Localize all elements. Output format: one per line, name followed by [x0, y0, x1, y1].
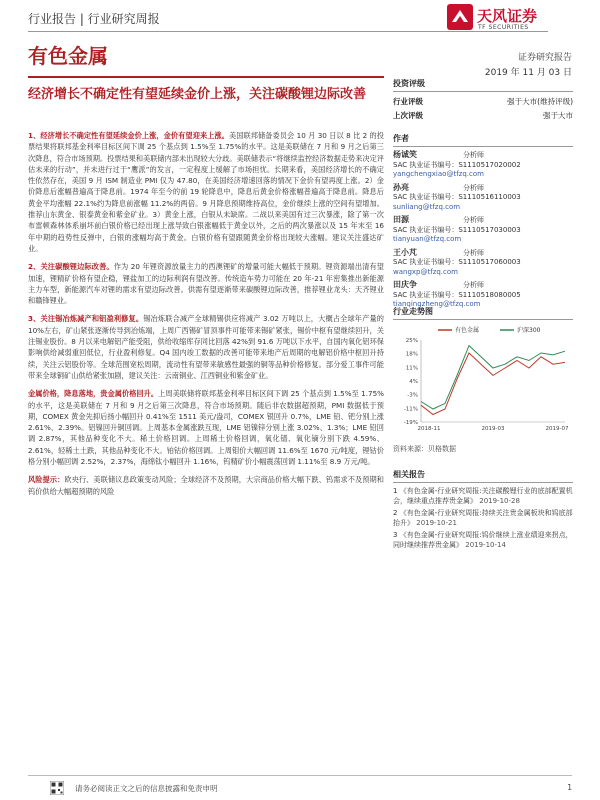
report-date: 2019 年 11 月 03 日	[484, 68, 572, 78]
authors-heading: 作者	[393, 133, 573, 147]
x-tick-label: 2019-07	[545, 426, 569, 432]
analyst-email[interactable]: tianqingzheng@tfzq.com	[393, 300, 481, 308]
related-num: 2	[393, 509, 398, 517]
related-date: 2019-10-28	[479, 497, 520, 505]
analyst-role: 分析师	[463, 183, 484, 192]
report-subtitle: 经济增长不确定性有望延续金价上涨，关注碳酸锂边际改善	[28, 87, 367, 102]
analyst-name: 田源	[393, 215, 409, 224]
related-heading: 相关报告	[393, 470, 573, 483]
analyst-email[interactable]: wangxp@tfzq.com	[393, 267, 458, 276]
paragraph-heading: 3、关注锡冶炼减产和铝盈利修复。	[28, 314, 144, 324]
legend-label: 有色金属	[455, 327, 480, 334]
analyst-cert: SAC 执业证书编号：S1110516110003	[393, 193, 521, 201]
body-paragraph-4	[28, 388, 384, 467]
analyst-entry	[393, 150, 573, 180]
title-divider	[28, 76, 384, 78]
analyst-entry	[393, 215, 573, 245]
paragraph-text: 欧央行、美联储议息政策变动风险；全球经济不及预期，大宗商品价格大幅下跌、钨需求不及预期和钨价供给大幅超预期的风险	[28, 475, 384, 496]
paragraph-text: 上周美联储将联邦基金利率目标区间下调 25 个基点到 1.5%至 1.75%的水平，这是美联储在 7 月和 9 月之后第三次降息，符合市场预期。随后非农数据超预期，PMI 数据低于预期，COMEX 黄金先抑后扬小幅回升 0.41%至 1511 美元/盎司，COMEX 银回升 0.7%，LME 铅、钯分别上涨 2.61%、2.39%。铝镍回升铜回调。上周基本金属涨跌互现，LME 铝镍锌分别上涨 3.02%、1.3%；LME 铅回调 2.87%，其他品种变化不大。稀土价格回调。上周稀土价格回调，氧化镨、氧化镝分别下跌 4.59%、2.61%，轻稀土土跌，其他品种变化不大。铂钴价格回调。上周钼价大幅回调 11.6%至 1670 元/吨度，锂钴价格分别小幅回调 2.52%，2.37%，海绵钛小幅回升 1.16%，钨精矿价小幅震荡回调 1.11%至 8.9 万元/吨。	[28, 389, 384, 467]
paragraph-heading: 1、经济增长不确定性有望延续金价上涨，金价有望迎来上涨。	[28, 131, 229, 140]
footer-divider	[28, 775, 572, 776]
analyst-role: 分析师	[463, 216, 484, 224]
body-paragraph-1	[28, 130, 384, 254]
y-tick-label: 18%	[405, 351, 418, 358]
analyst-entry	[393, 248, 573, 278]
trend-chart-svg	[393, 322, 573, 442]
series-line-2	[421, 346, 565, 409]
y-tick-label: 4%	[409, 379, 418, 385]
analyst-role: 分析师	[463, 248, 484, 257]
related-report-item[interactable]	[393, 530, 573, 550]
x-tick-label: 2019-03	[481, 426, 505, 432]
related-reports	[393, 470, 573, 552]
tf-logo-icon	[447, 4, 473, 30]
body-paragraph-risk	[28, 474, 384, 497]
analyst-email[interactable]: tianyuan@tfzq.com	[393, 235, 462, 243]
qr-code-icon	[50, 781, 64, 795]
body-paragraph-3	[28, 313, 384, 381]
paragraph-text: 作为 20 年锂资源放量主力的西澳锂矿的增量可能大幅低于预期。锂资源端出清有望加速，锂精矿价格有望企稳，锂盐加工的边际利润有望改善。传统造车势力可能在 20 年-21 年密集推出新能源主力车型，新能源汽车对锂的需求有望边际改善。供需有望逐渐带来碳酸锂边际改善，推荐锂业龙头：天齐锂业和赣锋锂业。	[28, 262, 384, 306]
analyst-email[interactable]: sunliang@tfzq.com	[393, 202, 461, 211]
chart-section-heading	[393, 306, 573, 323]
paragraph-heading: 金属价格，降息落地，贵金属价格回升。	[28, 389, 159, 399]
related-num: 1	[393, 487, 398, 495]
paragraph-text: 美国联邦储备委员会 10 月 30 日以 8 比 2 的投票结果将联邦基金利率目标区间下调 25 个基点到 1.5%至 1.75%的水平。这是美联储在 7 月和 9 月之后第三次降息，符合市场预期。投票结果和美联储内部未出现较大分歧。美联储表示“将继续监控经济数据走势来决定评估未来的行动”，并未进行过于“鹰派”的发言，一定程度上缓解了市场担忧。长期来看，美国经济增长的不确定性依然存在，美国 9 月 ISM 制造业 PMI 仅为 47.80，在美国经济增速回落的情况下金价有望再度上涨。2）金价降息后涨幅普遍高于降息前。1974 年至今的前 19 轮降息中，降息后黄金价格涨幅普遍高于降息前。降息后黄金平均涨幅 22.1%约为降息前涨幅 11.2%的两倍。9 月降息预期维持高位，金价继续上涨的空间有望增加。推荐山东黄金、银泰黄金和紫金矿业。3）黄金上涨，白银从未缺席。二战以来美国有过三次暴涨，除了第一次布雷顿森林体系崩坏前白银价格已经出现上涨导致白银涨幅低于黄金以外，之后的两次暴涨以及 15 年末至 16 年中期的趋势性反弹中，白银的涨幅均高于黄金。白银价格有望跟随黄金价格出现较大涨幅。建议关注盛达矿业。	[28, 131, 384, 253]
y-tick-label: 25%	[405, 338, 418, 344]
logo-text-cn: 天风证券	[477, 7, 538, 25]
paragraph-heading: 风险提示：	[28, 475, 65, 485]
rating-row	[393, 109, 573, 123]
rating-value: 强于大市	[543, 111, 573, 120]
analyst-role: 分析师	[463, 151, 484, 159]
related-title: 《有色金属-行业研究周报:持续关注贵金属板块和钨底部抬升》	[393, 509, 573, 527]
rating-row	[393, 95, 573, 109]
y-tick-label: -3%	[407, 392, 418, 399]
related-title: 《有色金属-行业研究周报:关注碳酸锂行业的底部配置机会，继续重点推荐贵金属》	[393, 487, 573, 505]
y-tick-label: -11%	[403, 406, 418, 413]
analyst-name: 杨诚笑	[393, 150, 417, 159]
authors-section	[393, 133, 573, 313]
series-line-1	[421, 353, 565, 415]
report-body	[28, 130, 384, 504]
industry-title: 有色金属	[28, 44, 108, 68]
rating-heading: 投资评级	[393, 78, 573, 92]
analyst-cert: SAC 执业证书编号：S1110517060003	[393, 258, 521, 266]
analyst-role: 分析师	[463, 281, 484, 289]
analyst-name: 孙亮	[393, 182, 409, 192]
y-tick-label: -19%	[403, 420, 418, 426]
related-date: 2019-10-21	[416, 519, 457, 527]
related-date: 2019-10-14	[465, 541, 506, 549]
related-report-item[interactable]	[393, 508, 573, 528]
analyst-entry	[393, 183, 573, 213]
paragraph-heading: 2、关注碳酸锂边际改善。	[28, 262, 114, 272]
logo-text-en: TF SECURITIES	[478, 24, 529, 31]
related-title: 《有色金属-行业研究周报:钨价继续上涨业绩迎来拐点，同时继续推荐贵金属》	[393, 531, 573, 549]
report-type: 证券研究报告	[517, 53, 572, 63]
related-report-item[interactable]	[393, 486, 573, 506]
rating-label: 上次评级	[393, 111, 423, 120]
analyst-cert: SAC 执业证书编号：S1110517020002	[393, 160, 521, 169]
report-category: 行业报告 | 行业研究周报	[28, 12, 160, 26]
paragraph-text: 锡冶炼联合减产全球精锡供应将减产 3.02 万吨以上，大概占全球年产量的 10%左右，矿山紧张逐渐传导到冶炼端，上周广西锡矿冒顶事件可能带来锡矿紧张，锡价中枢有望继续回升，关注锡业股份。8 月以来电解铝产能受阻，供给收缩库存同比回落 42%到 91.6 万吨以下水平，自国内氧化铝环保影响供给减弱重回低位，行业盈利修复。Q4 国内竣工数据的改善可能带来地产后周期的电解铝价格中枢回升持续，关注云铝股份等。全球范围宽松周期，流动性有望带来敏感性最强的铜等品种价格修复。部分爱工事件可能带来全球铜矿山供给紧张加剧，建议关注：云南铜业、江西铜业和紫金矿业。	[28, 314, 384, 380]
rating-label: 行业评级	[393, 97, 423, 106]
y-tick-label: 11%	[405, 365, 418, 372]
body-paragraph-2	[28, 261, 384, 306]
legend-label: 沪深300	[517, 327, 541, 334]
tf-securities-logo	[447, 4, 577, 34]
analyst-name: 田庆争	[393, 280, 417, 289]
footer-disclaimer: 请务必阅读正文之后的信息披露和免责申明	[75, 784, 218, 793]
x-tick-label: 2018-11	[417, 426, 441, 432]
analyst-cert: SAC 执业证书编号：S1110518080005	[393, 290, 521, 299]
analyst-cert: SAC 执业证书编号：S1110517030003	[393, 225, 521, 234]
industry-trend-chart	[393, 322, 573, 442]
chart-source: 资料来源：贝格数据	[393, 445, 456, 453]
rating-section	[393, 78, 573, 123]
related-num: 3	[393, 531, 398, 539]
analyst-email[interactable]: yangchengxiao@tfzq.com	[393, 170, 484, 178]
page-number: 1	[567, 783, 572, 792]
rating-value: 强于大市(维持评级)	[507, 97, 573, 106]
chart-heading: 行业走势图	[393, 306, 573, 320]
analyst-name: 王小芃	[393, 247, 417, 257]
